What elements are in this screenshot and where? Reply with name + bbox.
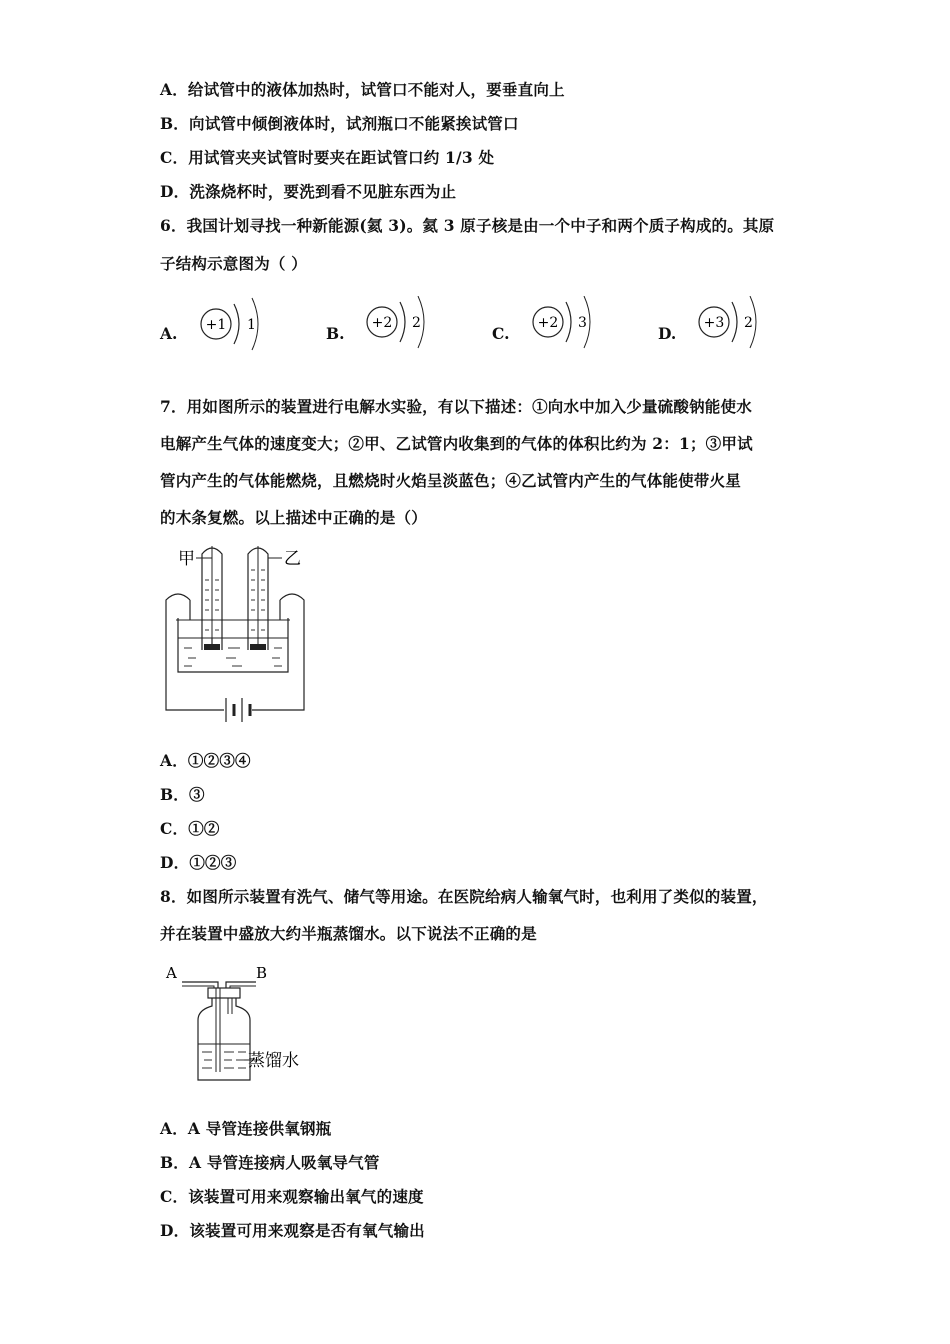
port-label-a: A [166,964,177,982]
q6-option-b-label: B. [326,324,345,343]
nucleus-charge-b: +2 [371,315,393,331]
electron-count-d: 2 [744,315,753,331]
q7-option-d: D．①②③ [160,853,237,872]
q6-option-c-label: C. [492,324,510,343]
q8-stem-line2: 并在装置中盛放大约半瓶蒸馏水。以下说法不正确的是 [160,924,537,943]
q7-option-a: A．①②③④ [160,751,251,770]
q6-stem-line2: 子结构示意图为（ ） [160,254,307,273]
q8-stem-line1: 8．如图所示装置有洗气、储气等用途。在医院给病人输氧气时，也利用了类似的装置， [160,887,768,906]
q7-stem-line3: 管内产生的气体能燃烧，且燃烧时火焰呈淡蓝色；④乙试管内产生的气体能使带火星 [160,471,741,490]
liquid-label: 蒸馏水 [248,1051,299,1071]
q5-option-c: C．用试管夹夹试管时要夹在距试管口约 1/3 处 [160,148,495,167]
q6-option-a-label: A. [160,324,178,343]
q7-option-b: B．③ [160,785,205,804]
q8-option-c: C．该装置可用来观察输出氧气的速度 [160,1187,424,1206]
atom-diagram-a [196,296,266,356]
tube-label-jia: 甲 [178,549,195,569]
q8-option-a: A．A 导管连接供氧钢瓶 [160,1119,332,1138]
atom-diagram-c [528,296,598,356]
q7-stem-line1: 7．用如图所示的装置进行电解水实验，有以下描述：①向水中加入少量硫酸钠能使水 [160,397,752,416]
q5-option-d: D．洗涤烧杯时，要洗到看不见脏东西为止 [160,182,457,201]
nucleus-charge-c: +2 [537,315,559,331]
electron-count-b: 2 [412,315,421,331]
q7-option-c: C．①② [160,819,220,838]
q6-stem-line1: 6．我国计划寻找一种新能源(氦 3)。氦 3 原子核是由一个中子和两个质子构成的。其原 [160,216,775,235]
q8-option-d: D．该装置可用来观察是否有氧气输出 [160,1221,425,1240]
atom-diagram-b [362,296,432,356]
nucleus-charge-a: +1 [205,317,227,333]
nucleus-charge-d: +3 [703,315,725,331]
electron-count-c: 3 [578,315,587,331]
q7-stem-line2: 电解产生气体的速度变大；②甲、乙试管内收集到的气体的体积比约为 2：1；③甲试 [160,434,753,453]
tube-label-yi: 乙 [284,549,301,569]
port-label-b: B [256,964,268,982]
electron-count-a: 1 [247,317,256,333]
q6-options [160,296,800,356]
q5-option-b: B．向试管中倾倒液体时，试剂瓶口不能紧挨试管口 [160,114,519,133]
q7-stem-line4: 的木条复燃。以上描述中正确的是（） [160,508,427,527]
q6-option-d-label: D. [658,324,677,343]
q5-option-a: A．给试管中的液体加热时，试管口不能对人，要垂直向上 [160,80,565,99]
q8-option-b: B．A 导管连接病人吸氧导气管 [160,1153,380,1172]
electrolysis-apparatus-figure [160,540,320,725]
gas-washing-bottle-figure [160,960,320,1085]
atom-diagram-d [694,296,764,356]
